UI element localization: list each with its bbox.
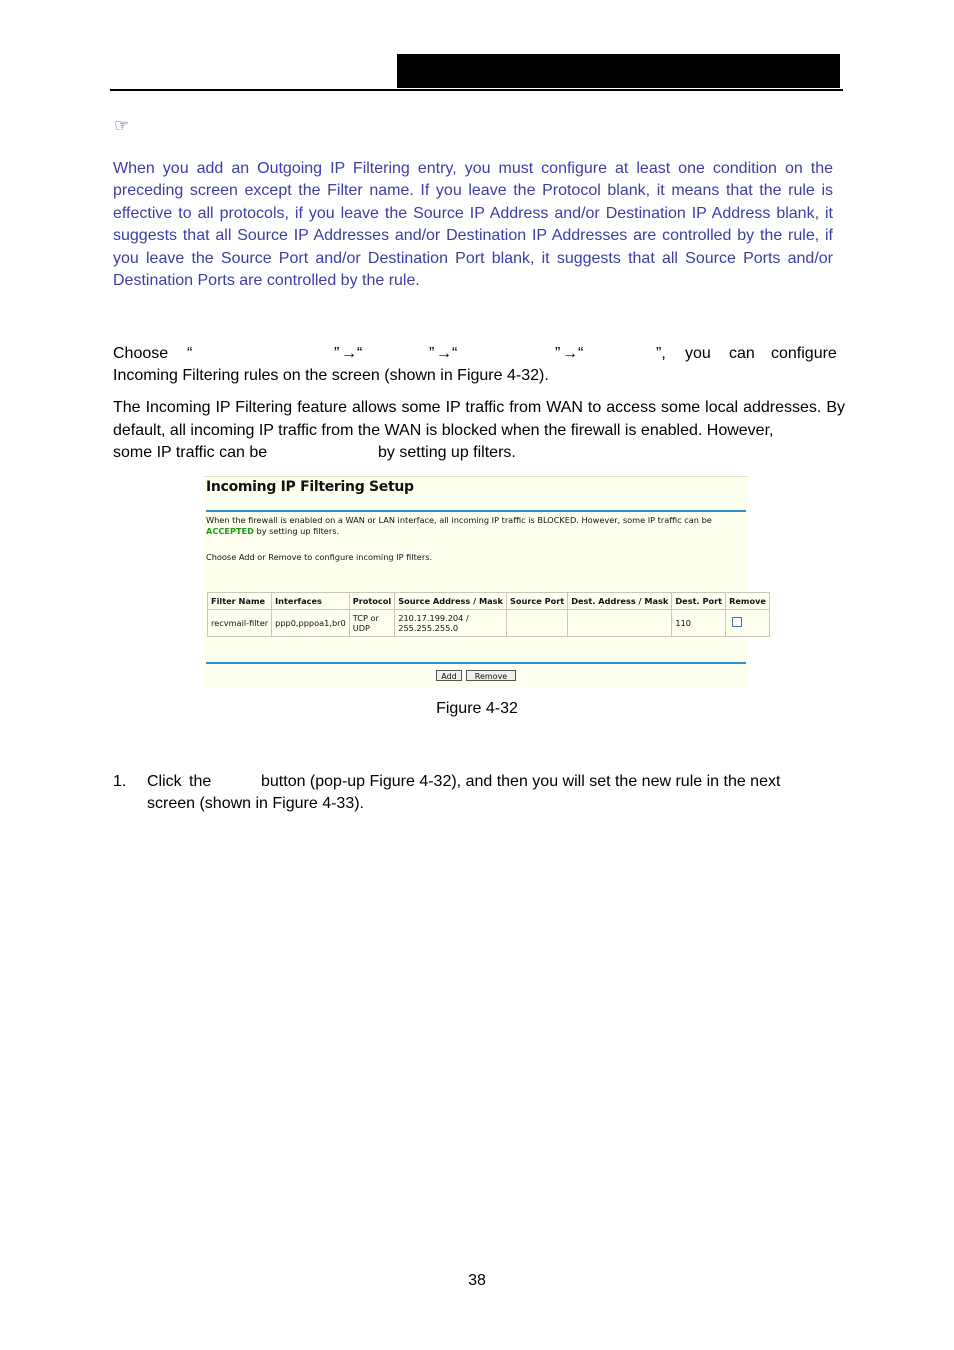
arrow-2: →“ — [436, 345, 458, 362]
cell-dest-address — [568, 610, 672, 637]
incoming-description: The Incoming IP Filtering feature allows some IP traffic from WAN to access some local addresses. By default, all incoming IP traffic from the WAN is blocked when the firewall is enabled. However, — [113, 399, 845, 439]
header-bar — [397, 54, 840, 88]
panel-bottom-rule — [206, 662, 746, 664]
quote-close-3: ” — [555, 345, 561, 362]
col-interfaces: Interfaces — [272, 593, 350, 610]
col-protocol: Protocol — [349, 593, 395, 610]
filter-table — [207, 592, 770, 637]
step-click: Click — [147, 773, 182, 790]
col-source-address: Source Address / Mask — [395, 593, 507, 610]
arrow-3: →“ — [562, 345, 584, 362]
quote-open: “ — [187, 345, 193, 362]
note-text: When you add an Outgoing IP Filtering entry, you must configure at least one condition on the preceding screen except the Filter name. If you leave the Protocol blank, it means that the rule is effective to all protocols, if you leave the Source IP Address and/or Destination IP Address blank, it suggests that all Source IP Addresses and/or Destination IP Addresses are controlled by the rule, if you leave the Source Port and/or Destination Port blank, it suggests that all Source Ports and/or Destination Ports are controlled by the rule. — [113, 160, 833, 290]
source-line-2: 255.255.255.0 — [398, 623, 459, 633]
cell-protocol — [349, 610, 395, 637]
protocol-line-1: TCP or — [352, 613, 379, 623]
step-line-1 — [147, 771, 840, 795]
panel-top-rule — [206, 510, 746, 512]
remove-checkbox[interactable] — [732, 617, 742, 627]
figure-caption: Figure 4-32 — [436, 700, 518, 717]
table-header-row — [208, 593, 770, 610]
panel-desc-before: When the firewall is enabled on a WAN or LAN interface, all incoming IP traffic is BLOCKED. However, some IP traffic can be — [206, 515, 712, 525]
choose-line — [113, 343, 840, 367]
cell-source-port — [506, 610, 567, 637]
add-button[interactable]: Add — [436, 670, 462, 681]
col-dest-port: Dest. Port — [672, 593, 726, 610]
desc-start: some IP traffic can be — [113, 444, 268, 461]
word-configure: configure — [771, 345, 837, 362]
table-row — [208, 610, 770, 637]
panel-title: Incoming IP Filtering Setup — [206, 479, 414, 495]
col-source-port: Source Port — [506, 593, 567, 610]
protocol-line-2: UDP — [352, 623, 370, 633]
page-number: 38 — [468, 1272, 486, 1289]
pointing-hand-icon: ☞ — [114, 116, 130, 135]
step-rest: button (pop-up Figure 4-32), and then you will set the new rule in the next — [261, 773, 781, 790]
accepted-word: ACCEPTED — [206, 525, 254, 536]
col-remove: Remove — [726, 593, 770, 610]
source-line-1: 210.17.199.204 / — [398, 613, 469, 623]
quote-close-1: ” — [334, 345, 340, 362]
incoming-ip-filtering-screenshot — [204, 476, 766, 688]
choose-line-2: Incoming Filtering rules on the screen (shown in Figure 4-32). — [113, 367, 549, 384]
incoming-description-end — [113, 442, 840, 466]
word-you: you — [685, 345, 711, 362]
col-filter-name: Filter Name — [208, 593, 272, 610]
step-number: 1. — [113, 773, 127, 790]
quote-close-2: ” — [429, 345, 435, 362]
choose-word: Choose — [113, 345, 169, 362]
cell-source-address — [395, 610, 507, 637]
panel-description — [206, 515, 746, 536]
quote-close-4: ”, — [656, 345, 666, 362]
remove-button[interactable]: Remove — [466, 670, 516, 681]
cell-dest-port: 110 — [672, 610, 726, 637]
word-can: can — [729, 345, 755, 362]
panel-desc-after: by setting up filters. — [253, 525, 340, 536]
arrow-1: →“ — [341, 345, 363, 362]
cell-interfaces: ppp0,pppoa1,br0 — [272, 610, 350, 637]
col-dest-address: Dest. Address / Mask — [568, 593, 672, 610]
cell-remove — [726, 610, 770, 637]
header-rule — [110, 89, 843, 91]
step-the: the — [189, 773, 212, 790]
cell-filter-name: recvmail-filter — [208, 610, 272, 637]
desc-end: by setting up filters. — [378, 444, 516, 461]
panel-choose-text: Choose Add or Remove to configure incoming IP filters. — [206, 552, 433, 562]
step-line-2: screen (shown in Figure 4-33). — [147, 795, 364, 812]
